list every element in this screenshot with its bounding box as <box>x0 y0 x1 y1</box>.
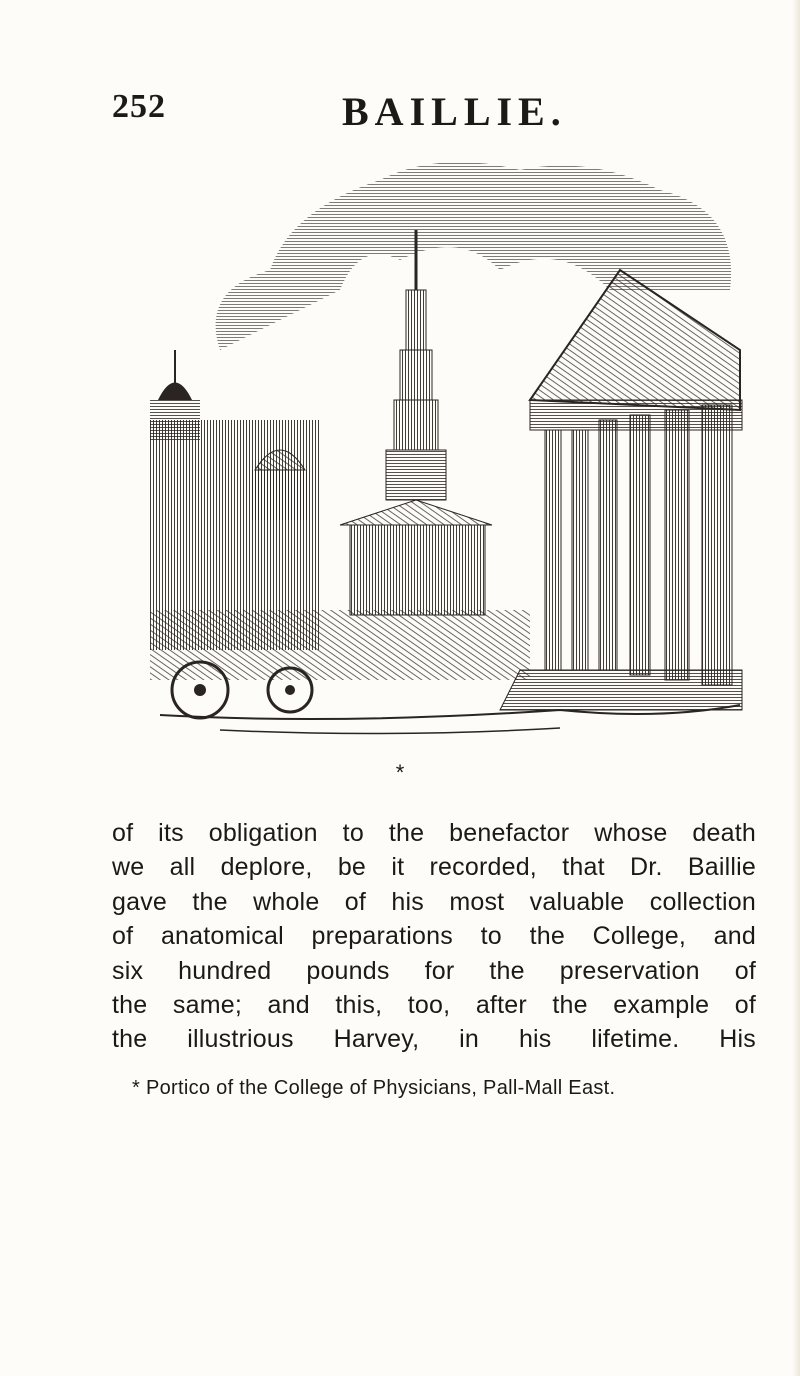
running-head: BAILLIE. <box>342 89 567 134</box>
text-line: of its obligation to the benefactor whose death <box>112 819 756 847</box>
portico-engraving <box>140 150 752 750</box>
footnote: * Portico of the College of Physicians, Pall-Mall East. <box>132 1077 616 1099</box>
text-line: the illustrious Harvey, in his lifetime. His <box>112 1025 756 1054</box>
page-header <box>112 88 672 138</box>
text-line: gave the whole of his most valuable collection <box>112 887 756 916</box>
text-line: six hundred pounds for the preservation of <box>112 956 756 985</box>
left-building <box>150 350 320 650</box>
church-spire <box>340 230 492 615</box>
page-edge <box>792 0 800 1376</box>
text-line: we all deplore, be it recorded, that Dr. Baillie <box>112 853 756 882</box>
page-number: 252 <box>112 88 166 125</box>
text-line: the same; and this, too, after the example of <box>112 991 756 1020</box>
text-line: of anatomical preparations to the College, and <box>112 922 756 951</box>
portico <box>500 270 742 710</box>
illustration-footnote-marker: * <box>395 760 405 785</box>
body-paragraph <box>112 816 756 1057</box>
